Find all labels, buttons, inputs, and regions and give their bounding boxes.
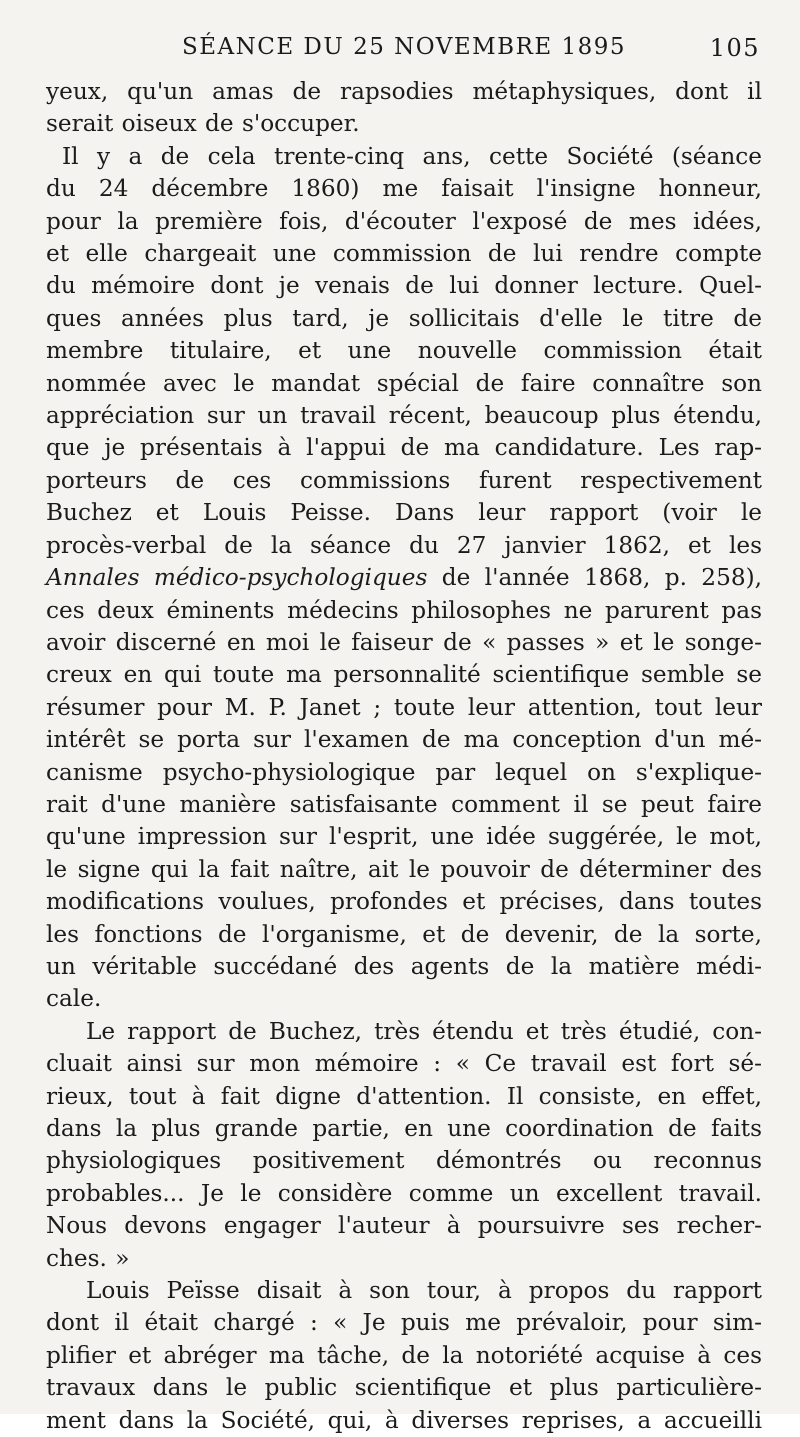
text-line: ment dans la Société, qui, à diverses reprises, a accueilli bbox=[46, 1406, 762, 1434]
text-line: du 24 décembre 1860) me faisait l'insigne honneur, bbox=[46, 175, 762, 203]
running-header bbox=[46, 34, 762, 76]
text-line: le signe qui la fait naître, ait le pouvoir de déterminer des bbox=[46, 855, 762, 883]
text-line: cluait ainsi sur mon mémoire : « Ce travail est fort sé- bbox=[46, 1050, 762, 1078]
text-line: ces deux éminents médecins philosophes ne parurent pas bbox=[46, 596, 762, 624]
text-line: membre titulaire, et une nouvelle commission était bbox=[46, 337, 762, 365]
text-line: nommée avec le mandat spécial de faire connaître son bbox=[46, 369, 762, 397]
text-line: les fonctions de l'organisme, et de devenir, de la sorte, bbox=[46, 920, 762, 948]
text-line: dont il était chargé : « Je puis me prévaloir, pour sim- bbox=[46, 1309, 762, 1337]
text-line: du mémoire dont je venais de lui donner lecture. Quel- bbox=[46, 272, 762, 300]
text-line: ches. » bbox=[46, 1244, 130, 1272]
text-line: ques années plus tard, je sollicitais d'elle le titre de bbox=[46, 304, 762, 332]
text-line: et elle chargeait une commission de lui rendre compte bbox=[46, 240, 762, 268]
text-line: creux en qui toute ma personnalité scientifique semble se bbox=[46, 661, 762, 689]
text-line: avoir discerné en moi le faiseur de « passes » et le songe- bbox=[46, 628, 762, 656]
text-line: pour la première fois, d'écouter l'exposé de mes idées, bbox=[46, 207, 762, 235]
text-line: physiologiques positivement démontrés ou reconnus bbox=[46, 1147, 762, 1175]
text-line: Il y a de cela trente-cinq ans, cette Société (séance bbox=[62, 142, 762, 170]
text-line: rieux, tout à fait digne d'attention. Il consiste, en effet, bbox=[46, 1082, 762, 1110]
text-line: procès-verbal de la séance du 27 janvier 1862, et les bbox=[46, 531, 762, 559]
text-line: serait oiseux de s'occuper. bbox=[46, 110, 360, 138]
text-line: rait d'une manière satisfaisante comment il se peut faire bbox=[46, 790, 762, 818]
text-line: modifications voulues, profondes et précises, dans toutes bbox=[46, 888, 762, 916]
text-line: dans la plus grande partie, en une coordination de faits bbox=[46, 1115, 762, 1142]
text-line: plifier et abréger ma tâche, de la notoriété acquise à ces bbox=[46, 1341, 762, 1369]
text-line: yeux, qu'un amas de rapsodies métaphysiques, dont il bbox=[46, 78, 762, 105]
text-line: canisme psycho-physiologique par lequel on s'explique- bbox=[46, 758, 762, 786]
text-line: résumer pour M. P. Janet ; toute leur attention, tout leur bbox=[46, 693, 762, 721]
text-line-with-italic: Annales médico-psychologiques de l'année 1868, p. 258), bbox=[46, 564, 762, 592]
text-line: qu'une impression sur l'esprit, une idée suggérée, le mot, bbox=[46, 823, 762, 851]
text-line: un véritable succédané des agents de la matière médi- bbox=[46, 952, 762, 980]
header-title: SÉANCE DU 25 NOVEMBRE 1895 bbox=[181, 34, 627, 60]
page-number: 105 bbox=[709, 34, 760, 62]
text-line: travaux dans le public scientifique et plus particulière- bbox=[46, 1374, 762, 1402]
text-line: Le rapport de Buchez, très étendu et très étudié, con- bbox=[86, 1017, 762, 1045]
text-line: cale. bbox=[46, 985, 102, 1013]
text-line: Nous devons engager l'auteur à poursuivre ses recher- bbox=[46, 1212, 762, 1240]
body-text bbox=[46, 76, 762, 1437]
text-line: Louis Peïsse disait à son tour, à propos du rapport bbox=[86, 1277, 762, 1305]
text-line: appréciation sur un travail récent, beaucoup plus étendu, bbox=[46, 402, 762, 430]
text-line: porteurs de ces commissions furent respectivement bbox=[46, 466, 762, 494]
text-line: que je présentais à l'appui de ma candidature. Les rap- bbox=[46, 434, 762, 462]
text-line: Buchez et Louis Peisse. Dans leur rapport (voir le bbox=[46, 499, 762, 527]
text-line: probables... Je le considère comme un excellent travail. bbox=[46, 1179, 762, 1207]
text-line: intérêt se porta sur l'examen de ma conception d'un mé- bbox=[46, 726, 762, 754]
journal-title: Annales médico-psychologiques bbox=[46, 564, 428, 592]
